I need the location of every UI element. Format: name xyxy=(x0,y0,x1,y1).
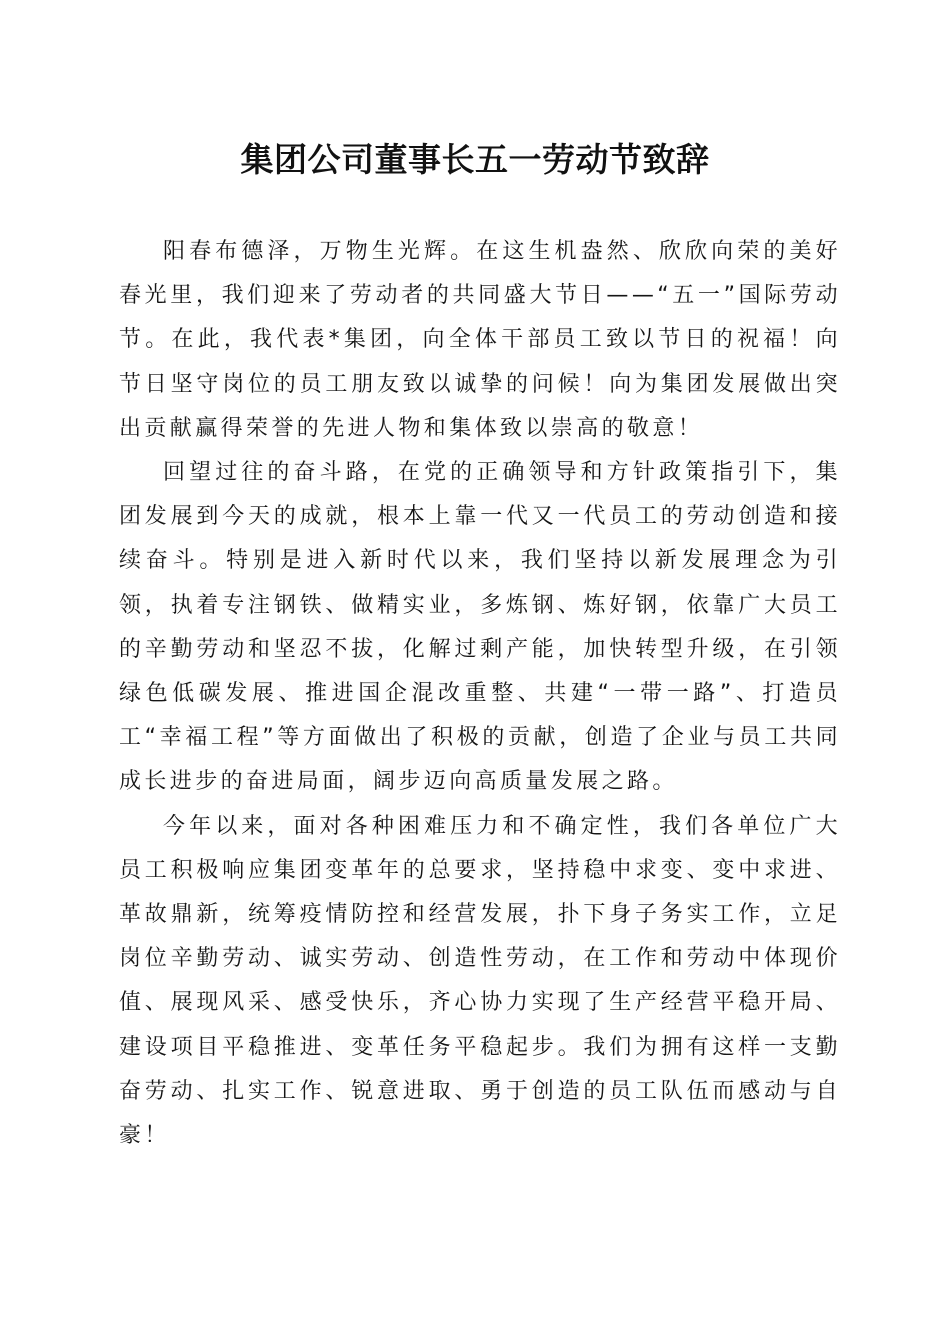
paragraph-2: 回望过往的奋斗路，在党的正确领导和方针政策指引下，集团发展到今天的成就，根本上靠一代又一代员工的劳动创造和接续奋斗。特别是进入新时代以来，我们坚持以新发展理念为引领，执着专注钢铁、做精实业，多炼钢、炼好钢，依靠广大员工的辛勤劳动和坚忍不拔，化解过剩产能，加快转型升级，在引领绿色低碳发展、推进国企混改重整、共建“一带一路”、打造员工“幸福工程”等方面做出了积极的贡献，创造了企业与员工共同成长进步的奋进局面，阔步迈向高质量发展之路。 xyxy=(119,460,841,795)
paragraph-1: 阳春布德泽，万物生光辉。在这生机盎然、欣欣向荣的美好春光里，我们迎来了劳动者的共同盛大节日——“五一”国际劳动节。在此，我代表*集团，向全体干部员工致以节日的祝福！向节日坚守岗位的员工朋友致以诚挚的问候！向为集团发展做出突出贡献赢得荣誉的先进人物和集体致以崇高的敬意！ xyxy=(119,239,841,441)
document-title: 集团公司董事长五一劳动节致辞 xyxy=(240,140,710,179)
document-body xyxy=(119,230,841,1158)
paragraph-3: 今年以来，面对各种困难压力和不确定性，我们各单位广大员工积极响应集团变革年的总要求，坚持稳中求变、变中求进、革故鼎新，统筹疫情防控和经营发展，扑下身子务实工作，立足岗位辛勤劳动、诚实劳动、创造性劳动，在工作和劳动中体现价值、展现风采、感受快乐，齐心协力实现了生产经营平稳开局、建设项目平稳推进、变革任务平稳起步。我们为拥有这样一支勤奋劳动、扎实工作、锐意进取、勇于创造的员工队伍而感动与自豪！ xyxy=(119,813,841,1149)
